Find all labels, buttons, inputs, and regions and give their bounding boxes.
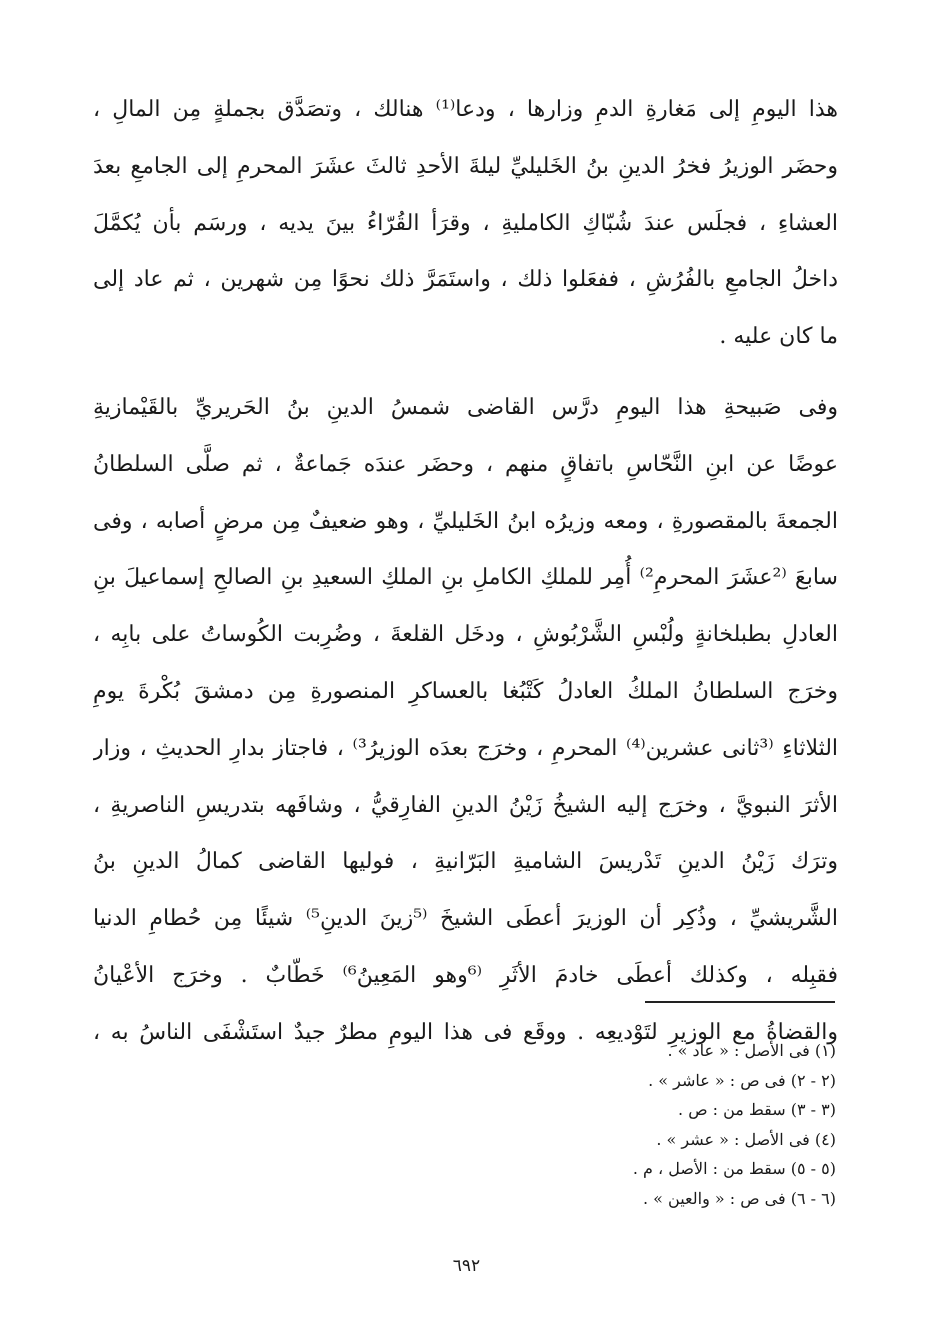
- text-line: وخرَج السلطانُ الملكُ العادلُ كَتْبُغا بالعساكرِ المنصورةِ مِن دمشقَ بُكْرةَ يومِ: [93, 678, 838, 704]
- text-line: الشَّريشيِّ ، وذُكِر أن الوزيرَ أعطَى الشيخَ ⁽⁵زينَ الدينِ⁵⁾ شيئًا مِن حُطامِ الدنيا: [93, 906, 838, 932]
- footnote: (٤) فى الأصل : « عشر » .: [656, 1129, 836, 1149]
- text-line: سابعَ ⁽²عشَرَ المحرمِ²⁾ أُمِر للملكِ الكاملِ بنِ الملكِ السعيدِ بنِ الصالحِ إسماعيلَ بنِ: [93, 565, 838, 591]
- text-line: هذا اليومِ إلى مَغارةِ الدمِ وزارها ، ودعا⁽¹⁾ هنالك ، وتصَدَّق بجملةٍ مِن المالِ ،: [93, 97, 838, 122]
- footnote: (٥ - ٥) سقط من : الأصل ، م .: [632, 1159, 836, 1179]
- text-line: وفى صَبيحةِ هذا اليومِ درَّس القاضى شمسُ الدينِ بنُ الحَريريِّ بالقَيْمازيةِ: [93, 394, 838, 420]
- footnote: (٣ - ٣) سقط من : ص .: [678, 1100, 836, 1120]
- paragraph-1: [93, 82, 838, 366]
- footnote-divider: [645, 1001, 835, 1003]
- footnote: (١) فى الأصل : « عاد » .: [667, 1041, 836, 1060]
- text-line: والقضاةُ مع الوزيرِ لتَوْديعِه . ووقَع فى هذا اليومِ مطرٌ جيدٌ استَشْفَى الناسُ به ،: [93, 1019, 838, 1045]
- footnote: (٦ - ٦) فى ص : « والعين » .: [642, 1188, 836, 1208]
- text-line: وحضَر الوزيرُ فخرُ الدينِ بنُ الخَليليِّ ليلةَ الأحدِ ثالثَ عشَرَ المحرمِ إلى الجامعِ بعدَ: [93, 153, 838, 179]
- text-line: داخلُ الجامعِ بالفُرُشِ ، ففعَلوا ذلك ، واستَمَرَّ ذلك نحوًا مِن شهرين ، ثم عاد إلى: [93, 267, 838, 293]
- text-line: عوضًا عن ابنِ النَّحّاسِ باتفاقٍ منهم ، وحضَر عندَه جَماعةٌ ، ثم صلَّى السلطانُ: [93, 451, 838, 477]
- footnotes: [436, 1036, 836, 1214]
- text-line: العادلِ بطبلخانةٍ ولُبْسِ الشَّرْبُوشِ ، ودخَل القلعةَ ، وضُرِبت الكُوساتُ على بابِه ،: [93, 622, 838, 648]
- text-line: وترَك زَيْنُ الدينِ تَدْريسَ الشاميةِ البَرّانيةِ ، فوليها القاضى كمالُ الدينِ بنُ: [93, 849, 838, 875]
- footnote: (٢ - ٢) فى ص : « عاشر » .: [648, 1070, 836, 1090]
- page-number: ٦٩٢: [452, 1256, 481, 1276]
- text-line: الثلاثاءِ ⁽³ثانى عشرين⁽⁴⁾ المحرمِ ، وخرَج بعدَه الوزيرُ³⁾ ، فاجتاز بدارِ الحديثِ ، وزار: [93, 735, 838, 761]
- text-line: الجمعةَ بالمقصورةِ ، ومعه وزيرُه ابنُ الخَليليِّ ، وهو ضعيفٌ مِن مرضٍ أصابه ، وفى: [93, 508, 838, 534]
- text-line: العشاءِ ، فجلَس عندَ شُبّاكِ الكامليةِ ، وقرَأ القُرّاءُ بينَ يديه ، ورسَم بأن يُكمَّلَ: [93, 210, 838, 236]
- text-line: ما كان عليه .: [719, 324, 838, 350]
- text-line: الأثرَ النبويَّ ، وخرَج إليه الشيخُ زَيْنُ الدينِ الفارِقيُّ ، وشافَهه بتدريسِ الناصريةِ ،: [93, 792, 838, 818]
- main-text: [93, 82, 838, 1062]
- paragraph-2: [93, 380, 838, 1062]
- text-line: فقبِله ، وكذلك أعطَى خادمَ الأثَرِ ⁽⁶وهو المَعِينُ⁶⁾ خَطّابٌ . وخرَج الأعْيانُ: [93, 962, 838, 988]
